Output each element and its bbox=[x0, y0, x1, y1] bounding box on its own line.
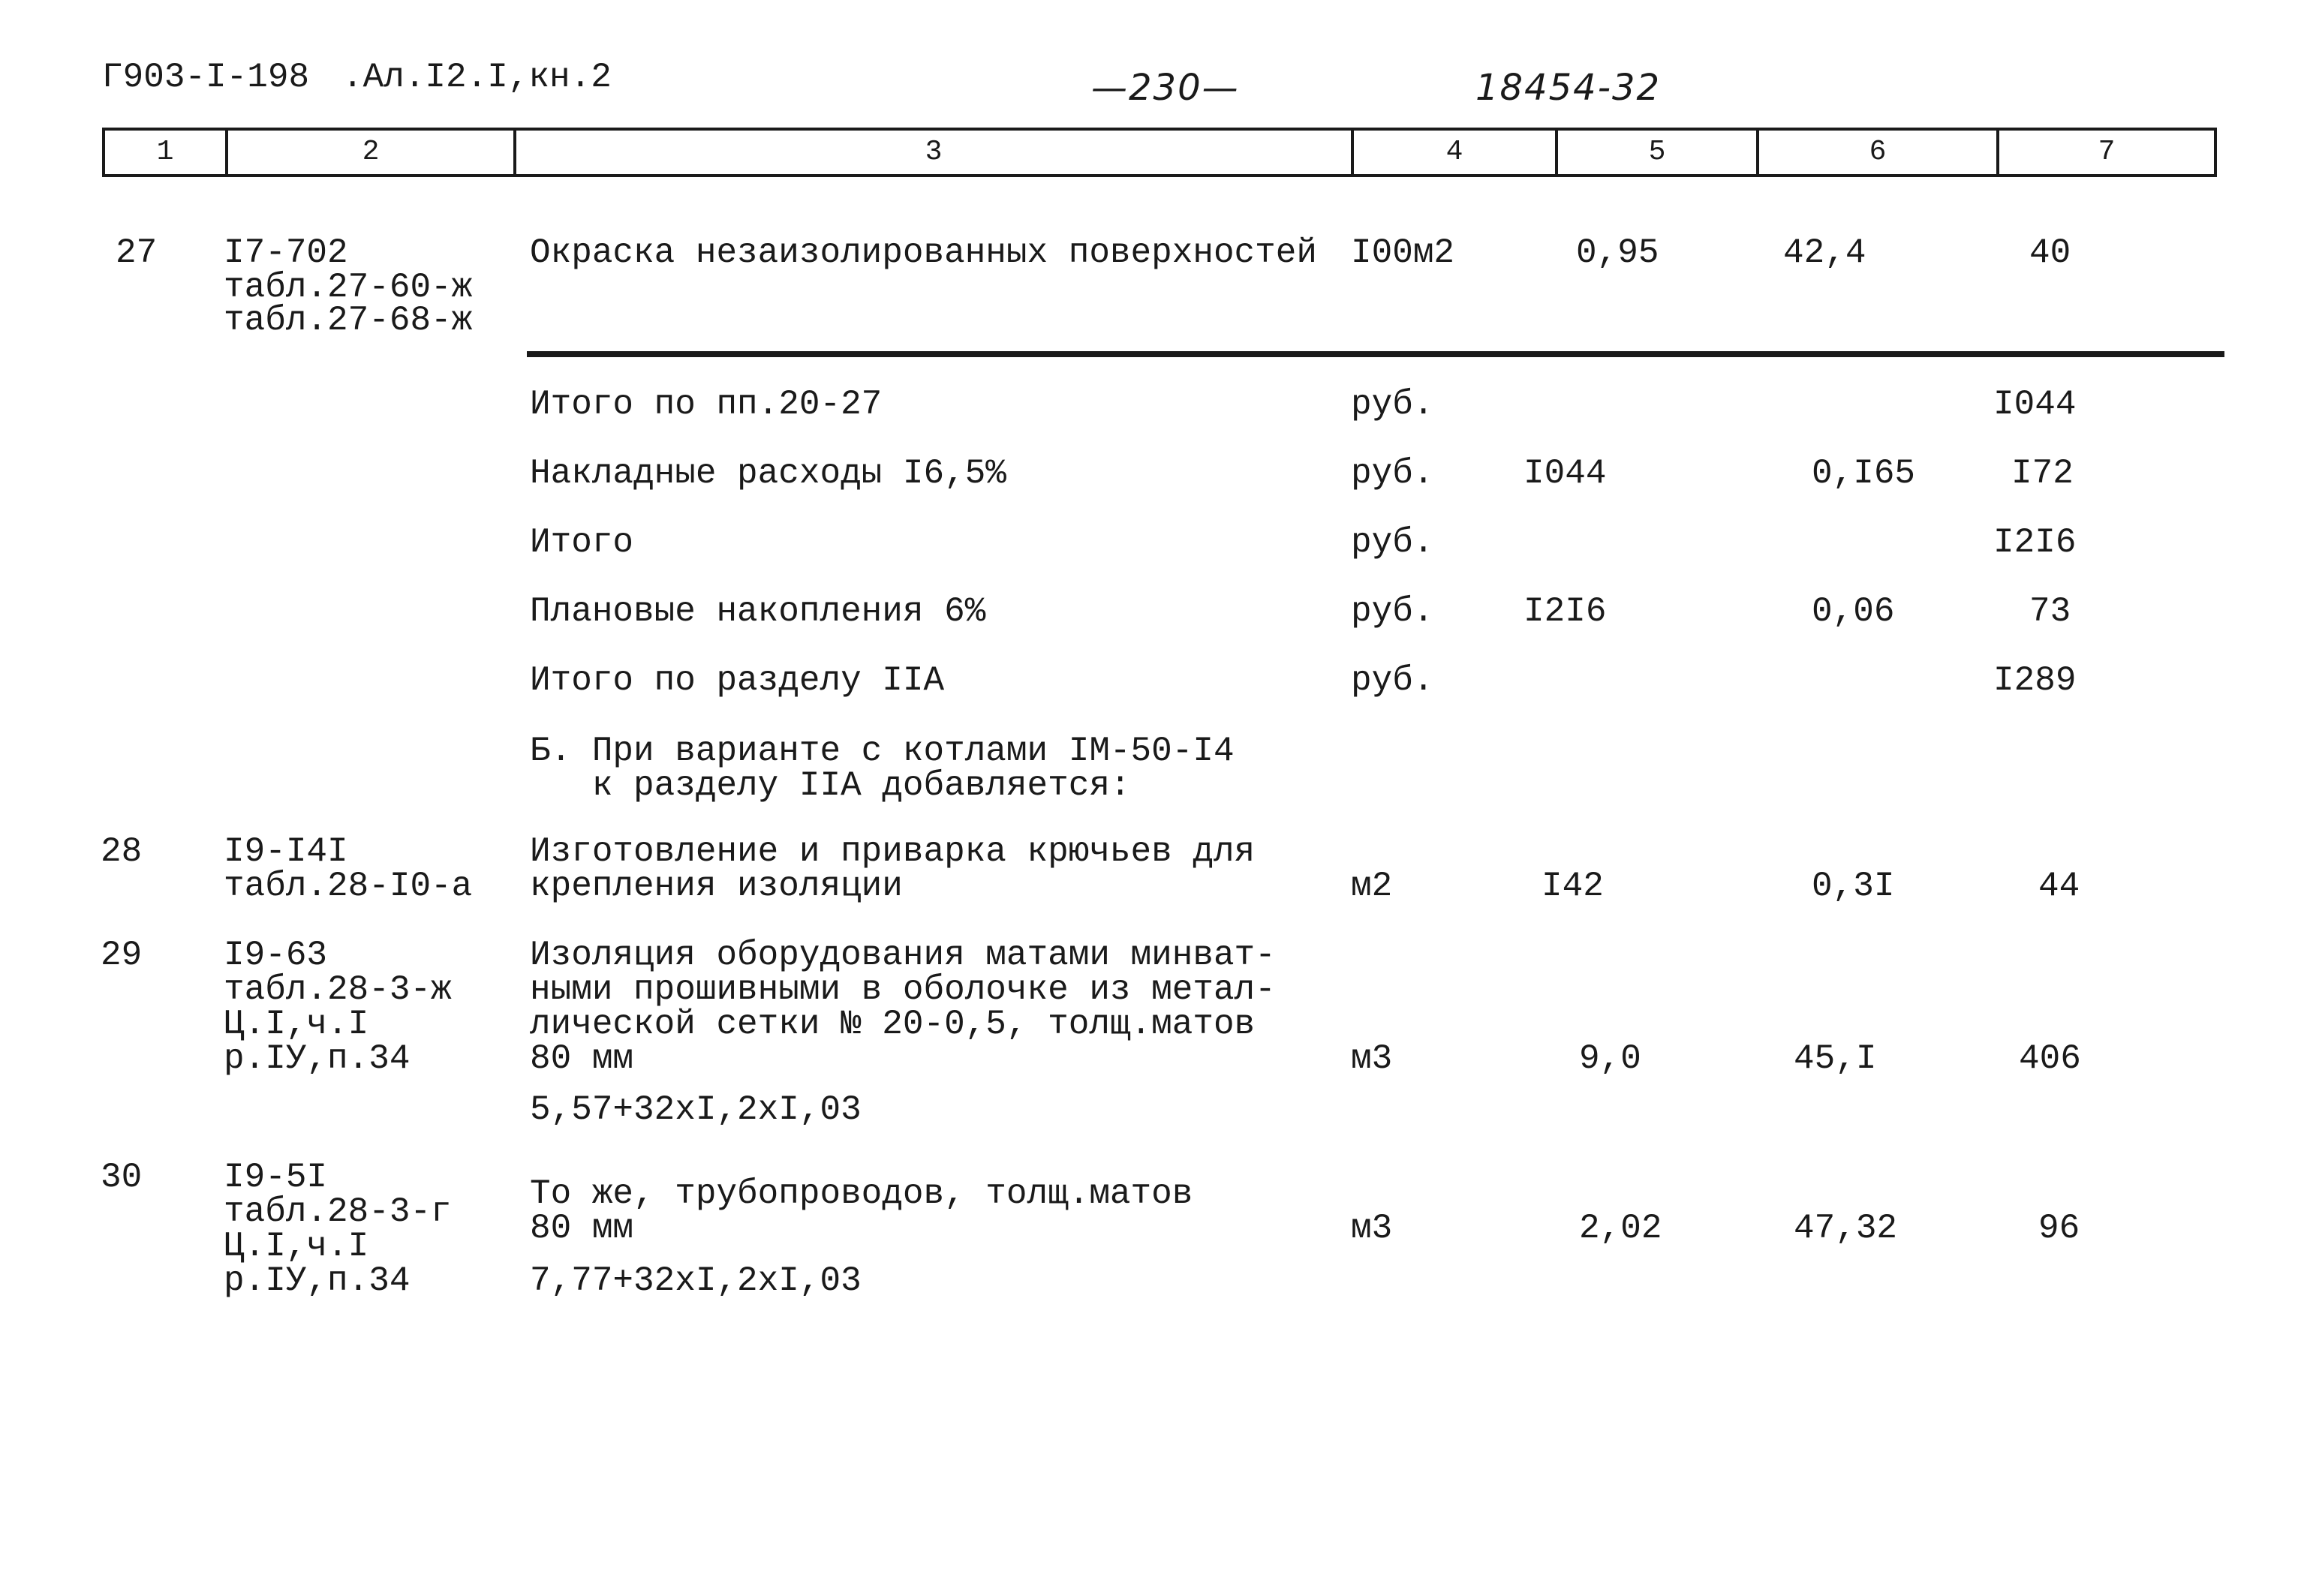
price-cell: 42,4 bbox=[1783, 233, 1866, 272]
norm-code: I7-702 bbox=[224, 233, 348, 272]
row-number: 30 bbox=[101, 1158, 143, 1197]
quantity-cell: I2I6 bbox=[1523, 592, 1607, 631]
work-description: То же, трубопроводов, толщ.матов bbox=[530, 1174, 1193, 1213]
row-number: 29 bbox=[101, 936, 143, 975]
unit-cell: м2 bbox=[1351, 867, 1393, 906]
norm-code: р.IУ,п.34 bbox=[224, 1039, 411, 1078]
column-header: 6 bbox=[1759, 131, 1999, 174]
quantity-cell: 9,0 bbox=[1579, 1039, 1641, 1078]
price-cell: 0,I65 bbox=[1812, 454, 1916, 493]
work-description: Изоляция оборудования матами минват- bbox=[530, 936, 1276, 975]
column-header: 5 bbox=[1558, 131, 1759, 174]
summary-label: Накладные расходы I6,5% bbox=[530, 454, 1006, 493]
section-rule bbox=[527, 351, 2224, 357]
total-cell: I2I6 bbox=[1993, 523, 2077, 562]
total-cell: I044 bbox=[1993, 385, 2077, 424]
price-cell: 45,I bbox=[1794, 1039, 1877, 1078]
unit-cell: руб. bbox=[1351, 592, 1434, 631]
total-cell: 96 bbox=[2038, 1209, 2080, 1248]
total-cell: 44 bbox=[2038, 867, 2080, 906]
work-description: Изготовление и приварка крючьев для bbox=[530, 832, 1256, 871]
work-description: Окраска незаизолированных поверхностей bbox=[530, 233, 1317, 272]
quantity-cell: I044 bbox=[1523, 454, 1607, 493]
unit-cell: м3 bbox=[1351, 1039, 1393, 1078]
norm-code: I9-5I bbox=[224, 1158, 328, 1197]
norm-code: табл.28-3-г bbox=[224, 1192, 452, 1231]
unit-cell: руб. bbox=[1351, 661, 1434, 700]
summary-label: Плановые накопления 6% bbox=[530, 592, 986, 631]
column-header: 2 bbox=[228, 131, 516, 174]
doc-code: Г903-I-198 bbox=[102, 58, 310, 97]
quantity-cell: I42 bbox=[1542, 867, 1604, 906]
column-header: 7 bbox=[2098, 136, 2116, 168]
norm-code: Ц.I,ч.I bbox=[224, 1005, 369, 1044]
handwritten-number: 18454-32 bbox=[1475, 67, 1662, 109]
section-b-heading: к разделу IIА добавляется: bbox=[530, 766, 1131, 805]
work-description: 80 мм bbox=[530, 1039, 634, 1078]
total-cell: I72 bbox=[2011, 454, 2074, 493]
unit-cell: I00м2 bbox=[1351, 233, 1455, 272]
column-header: 4 bbox=[1354, 131, 1558, 174]
norm-code: табл.27-60-ж bbox=[224, 268, 473, 307]
price-cell: 0,3I bbox=[1812, 867, 1895, 906]
quantity-cell: 0,95 bbox=[1576, 233, 1659, 272]
norm-code: р.IУ,п.34 bbox=[224, 1261, 411, 1300]
total-cell: 406 bbox=[2019, 1039, 2081, 1078]
unit-cell: руб. bbox=[1351, 454, 1434, 493]
summary-label: Итого по пп.20-27 bbox=[530, 385, 883, 424]
unit-cell: руб. bbox=[1351, 385, 1434, 424]
norm-code: табл.28-I0-а bbox=[224, 867, 473, 906]
unit-cell: руб. bbox=[1351, 523, 1434, 562]
formula: 7,77+32хI,2хI,03 bbox=[530, 1261, 862, 1300]
work-description: крепления изоляции bbox=[530, 867, 903, 906]
total-cell: 40 bbox=[2029, 233, 2071, 272]
row-number: 27 bbox=[116, 233, 158, 272]
album-reference: .Ал.I2.I,кн.2 bbox=[342, 58, 612, 97]
summary-label: Итого bbox=[530, 523, 634, 562]
total-cell: I289 bbox=[1993, 661, 2077, 700]
column-header: 3 bbox=[516, 131, 1354, 174]
column-header-row bbox=[102, 128, 2217, 177]
quantity-cell: 2,02 bbox=[1579, 1209, 1662, 1248]
price-cell: 47,32 bbox=[1794, 1209, 1898, 1248]
price-cell: 0,06 bbox=[1812, 592, 1895, 631]
work-description: ными прошивными в оболочке из метал- bbox=[530, 970, 1276, 1009]
formula: 5,57+32хI,2хI,03 bbox=[530, 1090, 862, 1129]
norm-code: табл.28-3-ж bbox=[224, 970, 452, 1009]
page-number: —230— bbox=[1091, 67, 1240, 109]
section-b-heading: Б. При варианте с котлами IМ-50-I4 bbox=[530, 732, 1235, 771]
norm-code: табл.27-68-ж bbox=[224, 301, 473, 340]
column-header: 1 bbox=[105, 131, 228, 174]
norm-code: Ц.I,ч.I bbox=[224, 1227, 369, 1266]
row-number: 28 bbox=[101, 832, 143, 871]
total-cell: 73 bbox=[2029, 592, 2071, 631]
norm-code: I9-I4I bbox=[224, 832, 348, 871]
work-description: лической сетки № 20-0,5, толщ.матов bbox=[530, 1005, 1256, 1044]
norm-code: I9-63 bbox=[224, 936, 328, 975]
summary-label: Итого по разделу IIА bbox=[530, 661, 945, 700]
unit-cell: м3 bbox=[1351, 1209, 1393, 1248]
work-description: 80 мм bbox=[530, 1209, 634, 1248]
